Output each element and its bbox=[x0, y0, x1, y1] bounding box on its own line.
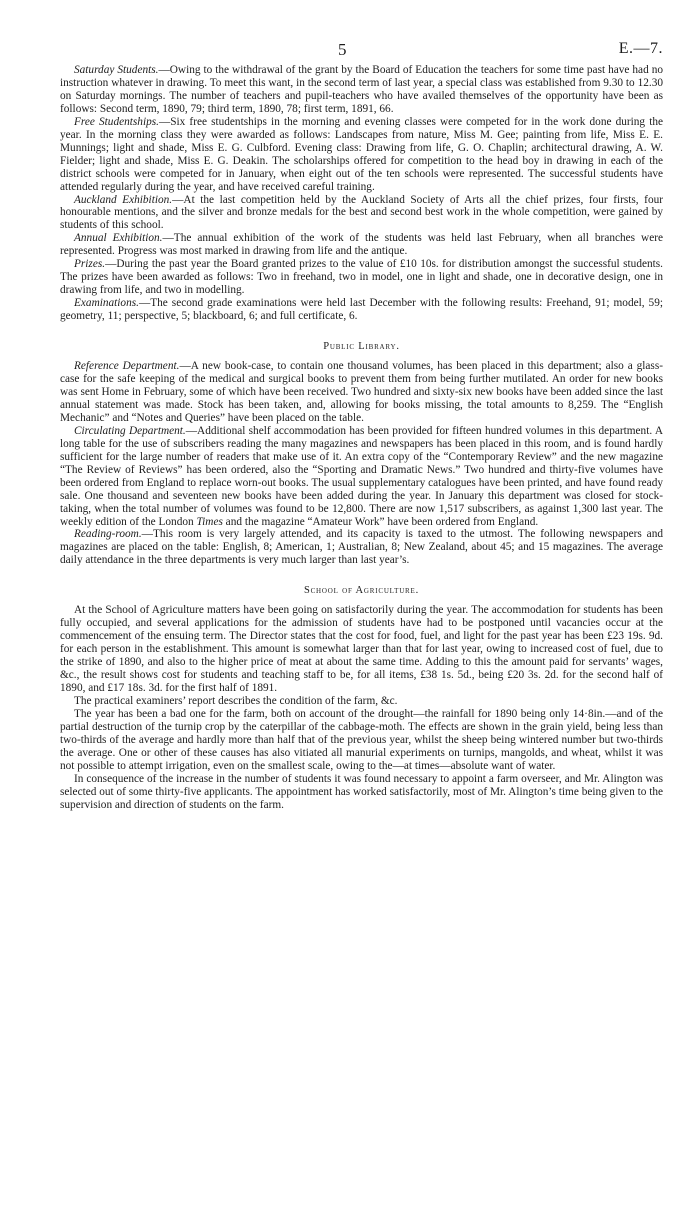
page-header bbox=[60, 36, 663, 64]
paragraph-auckland-exhibition bbox=[60, 194, 663, 233]
paragraph-text: —Additional shelf accommodation has been provided for fifteen hundred volumes in this department. A long table for the use of subscribers reading the many magazines and newspapers has been placed in this room, and is found hardly sufficient for the large number of readers that make use of it. An extra copy of the “Contemporary Review” and the new magazine “The Review of Reviews” has been ordered, also the “Sporting and Dramatic News.” Two hundred and thirty-five volumes have been ordered from England to replace worn-out books. The usual supplementary catalogues have been printed, and have found ready sale. One thousand and seventeen new books have been added during the year. In January this department was closed for stock-taking, when the total number of volumes was found to be 12,800. There are now 1,517 subscribers, as against 1,300 last year. The weekly edition of the London bbox=[60, 424, 663, 528]
art-school-section bbox=[60, 64, 663, 323]
paragraph-lead: Saturday Students. bbox=[74, 64, 159, 76]
paragraph-lead: Reference Department. bbox=[74, 360, 180, 373]
paragraph-lead: Annual Exhibition. bbox=[74, 232, 163, 245]
paragraph-text: —Six free studentships in the morning and evening classes were competed for in the work done during the year. In the morning class they were awarded as follows: Landscapes from nature, Miss M. Gee; painting from life, Miss E. E. Munnings; light and shade, Miss E. G. Culbford. Evening class: Drawing from life, G. O. Chaplin; architectural drawing, A. W. Fielder; light and shade, Miss E. G. Deakin. The scholarships offered for competition to the head boy in drawing in each of the district schools were competed for in January, when eight out of the ten schools were represented. The successful students have attended regularly during the year, and have received careful training. bbox=[60, 115, 663, 193]
paragraph-text: —The annual exhibition of the work of the students was held last February, when all branches were represented. Progress was most marked in drawing from life and the antique. bbox=[60, 232, 663, 258]
paragraph-lead: Auckland Exhibition. bbox=[74, 193, 173, 206]
school-of-agriculture-section bbox=[60, 585, 663, 811]
newspaper-title: Times bbox=[196, 515, 223, 528]
paragraph-text: —At the last competition held by the Auckland Society of Arts all the chief prizes, four firsts, four honourable mentions, and the silver and bronze medals for the best and second best work in the whole competition, were gained by students of this school. bbox=[60, 193, 664, 232]
paragraph-text: —The second grade examinations were held last December with the following results: Freehand, 91; model, 59; geometry, 11; perspective, 5; blackboard, 6; and full certificate, 6. bbox=[60, 297, 663, 323]
paragraph-text: and the magazine “Amateur Work” have been ordered from England. bbox=[222, 515, 539, 528]
paragraph-examiners-report: The practical examiners’ report describes the condition of the farm, &c. bbox=[74, 694, 398, 707]
paragraph-agriculture-costs: At the School of Agriculture matters have been going on satisfactorily during the year. The accommodation for students has been fully occupied, and several applications for the admission of students have had to be postponed until vacancies occur at the commencement of the ensuing term. The Director states that the cost for food, fuel, and light for the past year has been £23 19s. 9d. for each person in the establishment. This amount is somewhat larger than that for last year, owing to increased cost of fuel, due to the strike of 1890, and also to the higher price of meat at about the same time. Adding to this the amount paid for servants’ wages, &c., the result shows cost for students and teaching staff to be, for all items, £38 1s. 5d., being £20 3s. 2d. for the second half of 1890, and £17 18s. 3d. for the first half of 1891. bbox=[60, 604, 663, 695]
paragraph-reference-department bbox=[60, 360, 663, 425]
section-title-public-library: Public Library. bbox=[323, 341, 400, 353]
paragraph-lead: Examinations. bbox=[74, 297, 139, 310]
paragraph-reading-room bbox=[60, 528, 663, 567]
paragraph-farm-year: The year has been a bad one for the farm, both on account of the drought—the rainfall for 1890 being only 14·8in.—and of the partial destruction of the turnip crop by the caterpillar of the cabbage-moth. The effects are shown in the grain yield, being less than two-thirds of the average and hardly more than half that of the previous year, whilst the sheep being wintered number but two-thirds the average. One or other of these causes has also vitiated all manurial experiments on turnips, mangolds, and wheat, whilst it was not possible to attempt irrigation, even on the smallest scale, owing to the—at times—absolute want of water. bbox=[60, 707, 663, 772]
section-title-school-of-agriculture: School of Agriculture. bbox=[303, 585, 420, 597]
paragraph-lead: Free Studentships. bbox=[74, 115, 159, 128]
paragraph-text: —A new book-case, to contain one thousand volumes, has been placed in this department; also a glass-case for the safe keeping of the medical and surgical books to prevent them from being further mutilated. An order for new books was sent Home in February, some of which have been received. Two hundred and sixty-six new books have been added since the last annual statement was made. Stock has been taken, and, allowing for books missing, the total amounts to 8,259. The “English Mechanic” and “Notes and Queries” have been placed on the table. bbox=[60, 360, 663, 424]
paragraph-lead: Prizes. bbox=[74, 258, 106, 271]
paragraph-lead: Reading-room. bbox=[74, 528, 142, 541]
paragraph-saturday-students bbox=[60, 64, 663, 116]
paragraph-prizes bbox=[60, 258, 663, 297]
paragraph-text: —Owing to the withdrawal of the grant by the Board of Education the teachers for some time past have had no instruction whatever in drawing. To meet this want, in the second term of last year, a special class was established from 9.30 to 12.30 on Saturday mornings. The number of teachers and pupil-teachers who have availed themselves of the opportunity have been as follows: Second term, 1890, 79; third term, 1890, 78; first term, 1891, 66. bbox=[60, 64, 663, 115]
document-reference: E.—7. bbox=[618, 40, 663, 57]
page-number: 5 bbox=[338, 40, 347, 59]
paragraph-farm-overseer: In consequence of the increase in the number of students it was found necessary to appoint a farm overseer, and Mr. Alington was selected out of some thirty-five applicants. The appointment has worked satisfactorily, most of Mr. Alington’s time being given to the supervision and direction of students on the farm. bbox=[60, 772, 663, 811]
paragraph-text: —During the past year the Board granted prizes to the value of £10 10s. for distribution amongst the successful students. The prizes have been awarded as follows: Two in freehand, two in model, one in light and shade, one in decorative design, one in drawing from life, and two in modelling. bbox=[60, 258, 663, 297]
paragraph-annual-exhibition bbox=[60, 232, 663, 258]
paragraph-free-studentships bbox=[60, 116, 663, 194]
public-library-section bbox=[60, 341, 663, 567]
page-body bbox=[60, 36, 663, 812]
paragraph-text: —This room is very largely attended, and its capacity is taxed to the utmost. The following newspapers and magazines are placed on the table: English, 8; American, 1; Australian, 8; New Zealand, about 45; and 15 magazines. The average daily attendance in the three departments is very much larger than last year’s. bbox=[60, 528, 663, 567]
paragraph-circulating-department bbox=[60, 425, 663, 529]
paragraph-examinations bbox=[60, 297, 663, 323]
paragraph-lead: Circulating Department. bbox=[74, 424, 186, 437]
